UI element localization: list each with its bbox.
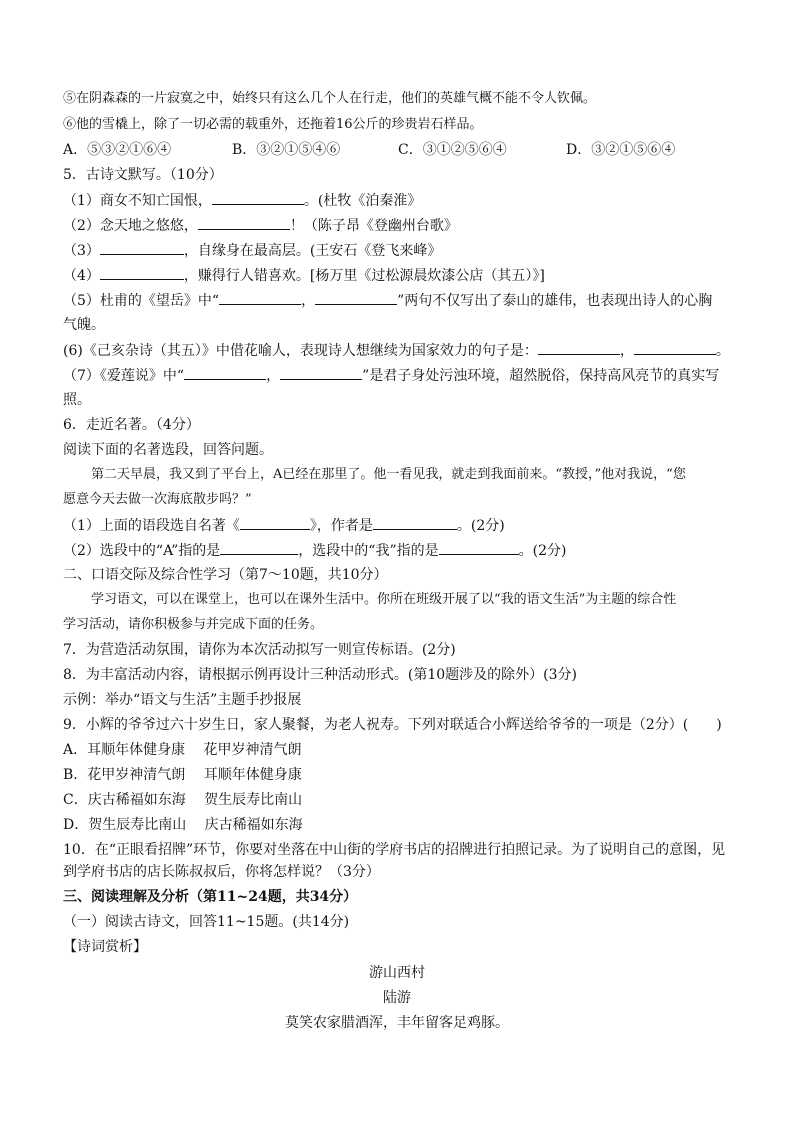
q4-option-d: D．③②①⑤⑥④ [566,142,676,158]
q5-5-sep: ， [301,293,316,309]
q6-2-prefix: （2）选段中的“A”指的是 [63,543,221,559]
q5-line-4 [63,265,545,286]
q5-7-sep: ， [266,368,281,384]
section-3-sub-1: （一）阅读古诗文，回答11~15题。(共14分) [63,914,350,930]
q5-3-prefix: （3） [63,243,100,259]
answer-blank[interactable] [240,515,310,530]
q5-7-prefix: （7）《爱莲说》中“ [63,368,185,384]
q7: 7．为营造活动氛围，请你为本次活动拟写一则宣传标语。(2分) [63,642,456,658]
q6-intro: 阅读下面的名著选段，回答问题。 [63,442,273,458]
q5-1-prefix: （1）商女不知亡国恨， [63,193,212,209]
answer-blank[interactable] [184,365,266,380]
q4-item-5: ⑤在阴森森的一片寂寞之中，始终只有这么几个人在行走，他们的英雄气概不能不令人钦佩。 [63,91,597,106]
answer-blank[interactable] [439,540,519,555]
q8-example: 示例：举办“语文与生活”主题手抄报展 [63,692,302,708]
q6-title: 6．走近名著。（4分） [63,417,200,433]
q8: 8．为丰富活动内容，请根据示例再设计三种活动形式。(第10题涉及的除外）(3分) [63,667,578,683]
q5-2-prefix: （2）念天地之悠悠， [63,218,198,234]
answer-blank[interactable] [220,540,298,555]
q4-option-b: B．③②①⑤④⑥ [232,142,341,158]
q4-option-a: A．⑤③②①⑥④ [63,142,172,158]
q5-4-prefix: （4） [63,268,100,284]
section-2-intro-2: 学习活动，请你积极参与并完成下面的任务。 [63,617,324,632]
q6-1-mid: 》，作者是 [309,518,373,534]
q5-3-suffix: ，自缘身在最高层。(王安石《登飞来峰》 [183,243,442,259]
q6-passage-2: 愿意今天去做一次海底散步吗？” [63,492,252,507]
q5-7-suffix: ”是君子身处污浊环境，超然脱俗，保持高风亮节的真实写 [362,368,720,384]
q6-2-suffix: 。(2分) [518,543,567,559]
q5-1-suffix: 。(杜牧《泊秦淮》 [303,193,422,209]
q5-line-2 [63,215,458,236]
q5-line-7 [63,365,719,386]
q5-2-suffix: ！（陈子昂《登幽州台歌》 [289,218,458,234]
answer-blank[interactable] [100,240,184,255]
q5-line-5 [63,290,712,311]
q6-passage-1: 第二天早晨，我又到了平台上，A已经在那里了。他一看见我，就走到我面前来。“教授，”他对我说，“您 [91,467,686,482]
section-2-title: 二、口语交际及综合性学习（第7～10题，共10分） [63,567,388,583]
section-2-intro-1: 学习语文，可以在课堂上，也可以在课外生活中。你所在班级开展了以“我的语文生活”为主题的综合性 [91,592,677,607]
q6-1-prefix: （1）上面的语段选自名著《 [63,518,240,534]
answer-blank[interactable] [373,515,457,530]
answer-blank[interactable] [100,265,184,280]
q9-option-a: A．耳顺年体健身康 花甲岁神清气朗 [63,742,302,758]
q6-sub-1 [63,515,505,536]
answer-blank[interactable] [212,190,304,205]
q4-item-6: ⑥他的雪橇上，除了一切必需的载重外，还拖着16公斤的珍贵岩石样品。 [63,117,483,132]
answer-blank[interactable] [538,340,620,355]
q5-line-3 [63,240,441,261]
q9-option-b: B．花甲岁神清气朗 耳顺年体健身康 [63,767,302,783]
q9-option-d: D．贺生辰寿比南山 庆古稀福如东海 [63,817,303,833]
q6-1-suffix: 。(2分) [456,518,505,534]
answer-blank[interactable] [219,290,301,305]
answer-blank[interactable] [198,215,290,230]
answer-blank[interactable] [280,365,362,380]
q5-6-prefix: (6)《己亥杂诗（其五）》中借花喻人，表现诗人想继续为国家效力的句子是： [63,343,538,359]
poem-line-1: 莫笑农家腊酒浑，丰年留客足鸡豚。 [285,1015,509,1031]
poem-author: 陆游 [383,990,411,1006]
poem-title: 游山西村 [369,965,425,981]
q4-option-c: C．③①②⑤⑥④ [398,142,507,158]
q5-5-suffix: ”两句不仅写出了泰山的雄伟，也表现出诗人的心胸 [397,293,713,309]
section-3-title: 三、阅读理解及分析（第11~24题，共34分） [63,889,358,905]
answer-blank[interactable] [315,290,397,305]
q5-6-sep: ， [619,343,634,359]
q5-6-suffix: 。 [715,343,730,359]
q6-2-mid: ，选段中的“我”指的是 [298,543,439,559]
q5-line-1 [63,190,421,211]
q9: 9．小辉的爷爷过六十岁生日，家人聚餐，为老人祝寿。下列对联适合小辉送给爷爷的一项是（2分）( ) [63,717,722,733]
q10-line-1: 10．在“正眼看招牌”环节，你要对坐落在中山街的学府书店的招牌进行拍照记录。为了说明自己的意图，见 [63,842,726,858]
q5-title: 5．古诗文默写。（10分） [63,167,223,183]
q5-line-7-cont: 照。 [63,392,91,408]
q6-sub-2 [63,540,566,561]
q10-line-2: 到学府书店的店长陈叔叔后，你将怎样说？（3分） [63,864,380,880]
q5-4-suffix: ，赚得行人错喜欢。[杨万里《过松源晨炊漆公店（其五）》] [183,268,545,284]
q5-5-prefix: （5）杜甫的《望岳》中“ [63,293,220,309]
q5-line-5-cont: 气魄。 [63,317,105,333]
q9-option-c: C．庆古稀福如东海 贺生辰寿比南山 [63,792,303,808]
q5-line-6 [63,340,730,361]
poem-appreciation-tag: 【诗词赏析】 [63,939,147,955]
answer-blank[interactable] [634,340,716,355]
